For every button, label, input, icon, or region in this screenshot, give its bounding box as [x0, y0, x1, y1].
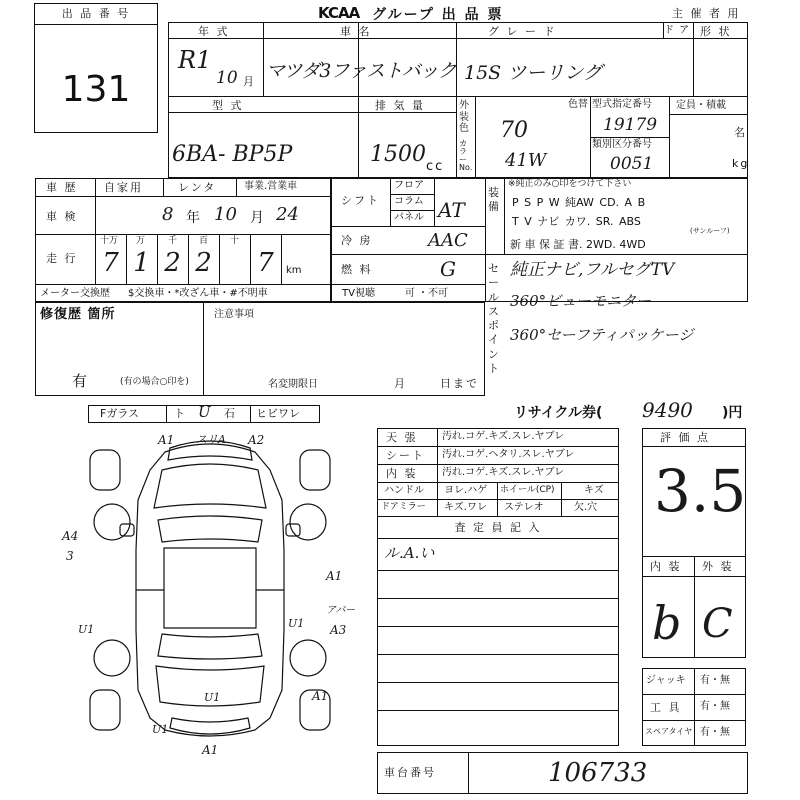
mirror-text: キズ.ワレ: [444, 502, 487, 513]
equip-row2: T V ナビ カワ. SR. ABS: [512, 215, 641, 228]
fuel-value: G: [440, 257, 456, 281]
mileage-digit-2: 1: [133, 248, 150, 278]
mark-aber: アバー: [326, 605, 356, 616]
glass-mark: U: [198, 403, 211, 421]
tv-ng: ・不可: [418, 288, 448, 299]
spare-right: [300, 450, 330, 490]
grade-value: 15S ツーリング: [464, 62, 602, 84]
equip-row3: 新 車 保 証 書. 2WD. 4WD: [510, 238, 646, 251]
repair-label: 修復歴 箇所: [40, 307, 116, 322]
mark-3: 3: [66, 549, 74, 563]
grade-label: グ レ ー ド: [488, 25, 557, 38]
mark-a1-front-left: A1: [158, 433, 175, 447]
year-label: 年 式: [198, 25, 230, 38]
spare-value: 有・無: [700, 727, 730, 738]
capacity-label: 定員・積載: [676, 100, 726, 111]
cc-unit: cc: [426, 159, 445, 174]
interior-color-code: 41W: [505, 150, 547, 171]
displacement-label: 排 気 量: [375, 99, 425, 112]
model-label: 車 名: [340, 25, 372, 38]
month-unit-insp: 月: [250, 210, 266, 226]
stereo-text: 欠.穴: [574, 502, 598, 513]
year-unit: 年: [186, 210, 202, 226]
class-label: 類別区分番号: [592, 139, 652, 150]
chassis-label: 車台番号: [384, 766, 436, 779]
history-label: 車 歴: [46, 181, 78, 194]
hood: [154, 464, 266, 508]
mark-u1-left: U1: [78, 623, 95, 636]
lot-number: 131: [61, 69, 131, 110]
insp-day: 24: [276, 204, 299, 225]
model-name: マツダ3ファストバック: [266, 60, 456, 82]
glass-stone: 石: [224, 407, 235, 420]
repair-hint: (有の場合○印を): [120, 377, 189, 387]
notes-label: 注意事項: [214, 309, 254, 320]
interior-grade: b: [652, 596, 682, 650]
shift-floor: フロア: [394, 180, 424, 191]
displacement-value: 1500: [370, 142, 426, 167]
exterior-grade: C: [702, 601, 733, 647]
private-use: 自家用: [104, 181, 143, 194]
meter-options: $交換車・*改ざん車・#不明車: [128, 288, 268, 299]
kcaa-logo: KCAA: [318, 4, 360, 22]
recycle-unit: )円: [722, 405, 743, 421]
type-cert-label: 型式指定番号: [592, 99, 652, 110]
mark-u1-rear: U1: [204, 691, 221, 704]
lot-box: [34, 3, 158, 133]
digit-label-100: 百: [199, 236, 209, 246]
inspector-label: 査 定 員 記 入: [454, 521, 542, 534]
sunroof-label: (サンルーフ): [690, 227, 730, 235]
interior-label: 内 装: [650, 560, 682, 573]
shift-value: AT: [438, 198, 465, 222]
glass-to: ト: [174, 407, 185, 420]
equip-row1: P S P W 純AW CD. A B: [512, 196, 646, 209]
exterior-color-label: 外装色: [459, 100, 469, 134]
bumper-left-side: [90, 690, 120, 730]
business-use: 事業.営業車: [244, 181, 298, 192]
chassis-value: 106733: [548, 758, 648, 788]
rear-window: [158, 634, 262, 659]
mark-a1-right: A1: [326, 569, 343, 583]
inspector-note: ル.A.い: [384, 544, 435, 562]
tv-label: TV視聴: [342, 288, 375, 299]
sales-line-3: 360°セーフティパッケージ: [510, 326, 694, 344]
stereo-label: ステレオ: [504, 502, 544, 513]
year-era: R1: [178, 46, 212, 74]
tv-ok: 可: [405, 288, 415, 299]
fuel-label: 燃 料: [341, 263, 373, 276]
type-cert-no: 19179: [603, 115, 658, 135]
mileage-digit-3: 2: [164, 248, 181, 278]
organizer-label: 主 催 者 用: [672, 7, 741, 20]
glass-front: Fガラス: [100, 407, 139, 420]
shift-column: コラム: [394, 196, 424, 207]
handle-label: ハンドル: [384, 485, 424, 496]
month-value: 10: [216, 68, 238, 88]
sales-line-1: 純正ナビ,フルセグTV: [510, 260, 675, 280]
recycle-label: リサイクル券(: [514, 405, 603, 421]
lot-label: 出 品 番 号: [61, 7, 131, 20]
wheel-front-right: [290, 504, 326, 540]
right-mirror: [286, 524, 300, 536]
model-code: 6BA- BP5P: [172, 142, 293, 167]
exterior-label: 外 装: [702, 560, 734, 573]
ceiling-label: 天 張: [386, 431, 418, 444]
inspection-label: 車 検: [46, 210, 78, 223]
jack-value: 有・無: [700, 675, 730, 686]
mileage-label: 走 行: [46, 252, 78, 265]
left-mirror: [120, 524, 134, 536]
tool-label: 工 具: [650, 701, 682, 714]
mirror-label: ドアミラー: [381, 502, 426, 512]
digit-label-10: 十: [230, 236, 240, 246]
mark-suri-a: スリA: [196, 433, 226, 446]
trim-label: 内 装: [386, 467, 418, 480]
score-value: 3.5: [654, 457, 747, 525]
insp-month: 10: [214, 204, 237, 225]
class-no: 0051: [610, 154, 654, 174]
mark-a1-rear-right: A1: [312, 689, 329, 703]
seat-label: シート: [386, 449, 425, 462]
mark-u1-right: U1: [288, 617, 305, 630]
ac-value: AAC: [428, 230, 468, 251]
mark-a1-rear: A1: [202, 743, 219, 757]
mark-a3: A3: [330, 623, 347, 637]
digit-label-10k: 万: [136, 236, 146, 246]
windshield: [158, 516, 262, 542]
spare-label: スペアタイヤ: [645, 727, 693, 736]
meter-change-label: メーター交換歴: [40, 288, 110, 299]
trim-text: 汚れ.コゲ.キズ.スレ.ヤブレ: [442, 467, 565, 478]
exterior-color-code: 70: [500, 118, 528, 143]
recycle-value: 9490: [642, 398, 693, 422]
mark-u1-rear-bumper: U1: [152, 723, 169, 736]
name-change-label: 名変期限日: [268, 379, 318, 390]
wheel-label: ホイール(CP): [500, 485, 555, 495]
shape-label: 形 状: [700, 25, 732, 38]
shift-label: シフト: [341, 194, 380, 207]
name-change-month: 月: [394, 377, 407, 390]
persons-unit: 名: [734, 126, 747, 139]
month-unit: 月: [243, 75, 256, 88]
rental-use: レンタ: [178, 181, 217, 194]
wheel-front-left: [94, 504, 130, 540]
spare-left: [90, 450, 120, 490]
equip-note: ※純正のみ○印をつけて下さい: [508, 179, 632, 189]
km-unit: km: [286, 265, 302, 276]
wheel-rear-right: [290, 640, 326, 676]
repair-value: 有: [72, 372, 90, 390]
roof: [164, 548, 256, 628]
form-title: グループ 出 品 票: [372, 7, 504, 23]
handle-text: ヨレ.ハゲ: [444, 485, 488, 496]
kg-unit: kg: [732, 157, 750, 170]
jack-label: ジャッキ: [646, 675, 686, 686]
insp-year: 8: [162, 204, 174, 225]
door-label: ド ア: [664, 25, 691, 36]
wheel-text: キズ: [584, 485, 604, 496]
sales-point-label: セールスポイント: [488, 262, 499, 376]
digit-label-100k: 十万: [100, 236, 119, 246]
shift-panel: パネル: [394, 212, 424, 223]
mark-a2: A2: [248, 433, 265, 447]
equip-section-label: 装備: [488, 186, 499, 214]
mileage-digit-4: 2: [195, 248, 212, 278]
ac-label: 冷 房: [341, 234, 373, 247]
mileage-digit-5: 7: [257, 248, 274, 278]
digit-label-1k: 千: [168, 236, 178, 246]
color-change-label: 色替: [568, 99, 588, 110]
rear-bumper: [170, 718, 250, 734]
color-no-label: カラーNo.: [459, 139, 473, 172]
glass-crack: ヒビワレ: [256, 407, 300, 420]
tool-value: 有・無: [700, 701, 730, 712]
type-label: 型 式: [212, 99, 244, 112]
score-label: 評 価 点: [660, 431, 710, 444]
name-change-until: 日まで: [440, 377, 479, 390]
mark-a4: A4: [62, 529, 79, 543]
sales-line-2: 360°ビューモニター: [510, 292, 652, 310]
ceiling-text: 汚れ.コゲ.キズ.スレ.ヤブレ: [442, 431, 565, 442]
mileage-digit-1: 7: [102, 248, 119, 278]
wheel-rear-left: [94, 640, 130, 676]
seat-text: 汚れ.コゲ.ヘタリ.スレ.ヤブレ: [442, 449, 575, 460]
